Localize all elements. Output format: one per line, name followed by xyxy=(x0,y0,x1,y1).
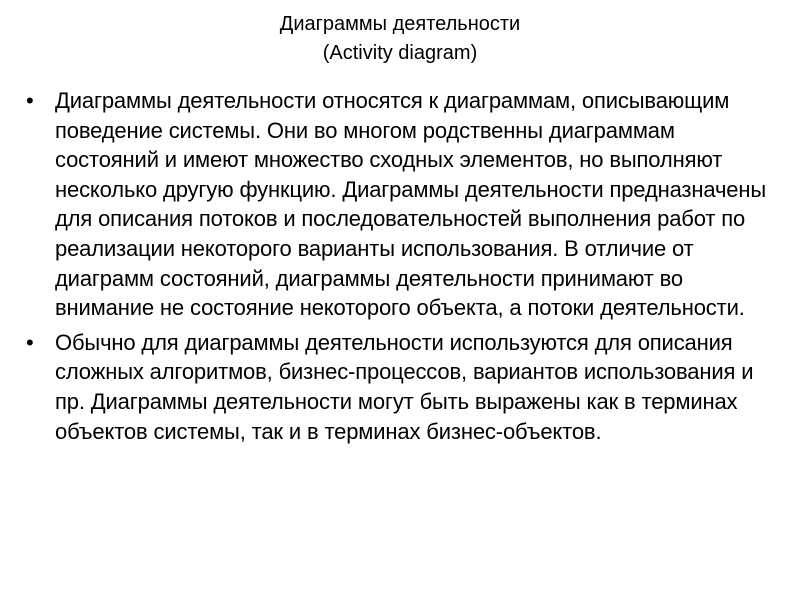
slide-title xyxy=(0,10,800,68)
slide-title-line-1: Диаграммы деятельности xyxy=(279,13,521,35)
bullet-text: Диаграммы деятельности относятся к диаграммам, описывающим поведение системы. Они во многом родственны диаграммам состояний и имеют множество сходных элементов, но выполняют несколько другую функцию. Диаграммы деятельности предназначены для описания потоков и последовательностей выполнения работ по реализации некоторого варианты использования. В отличие от диаграмм состояний, диаграммы деятельности принимают во внимание не состояние некоторого объекта, а потоки деятельности. xyxy=(55,88,767,321)
bullet-marker: • xyxy=(26,88,34,113)
slide-title-line-2: (Activity diagram) xyxy=(322,42,478,64)
bullet-text: Обычно для диаграммы деятельности используются для описания сложных алгоритмов, бизнес-процессов, вариантов использования и пр. Диаграммы деятельности могут быть выражены как в терминах объектов системы, так и в терминах бизнес-объектов. xyxy=(55,329,754,444)
bullet-item xyxy=(24,328,778,446)
bullet-item xyxy=(24,86,778,323)
bullet-marker: • xyxy=(26,329,34,355)
slide-body xyxy=(24,86,778,446)
